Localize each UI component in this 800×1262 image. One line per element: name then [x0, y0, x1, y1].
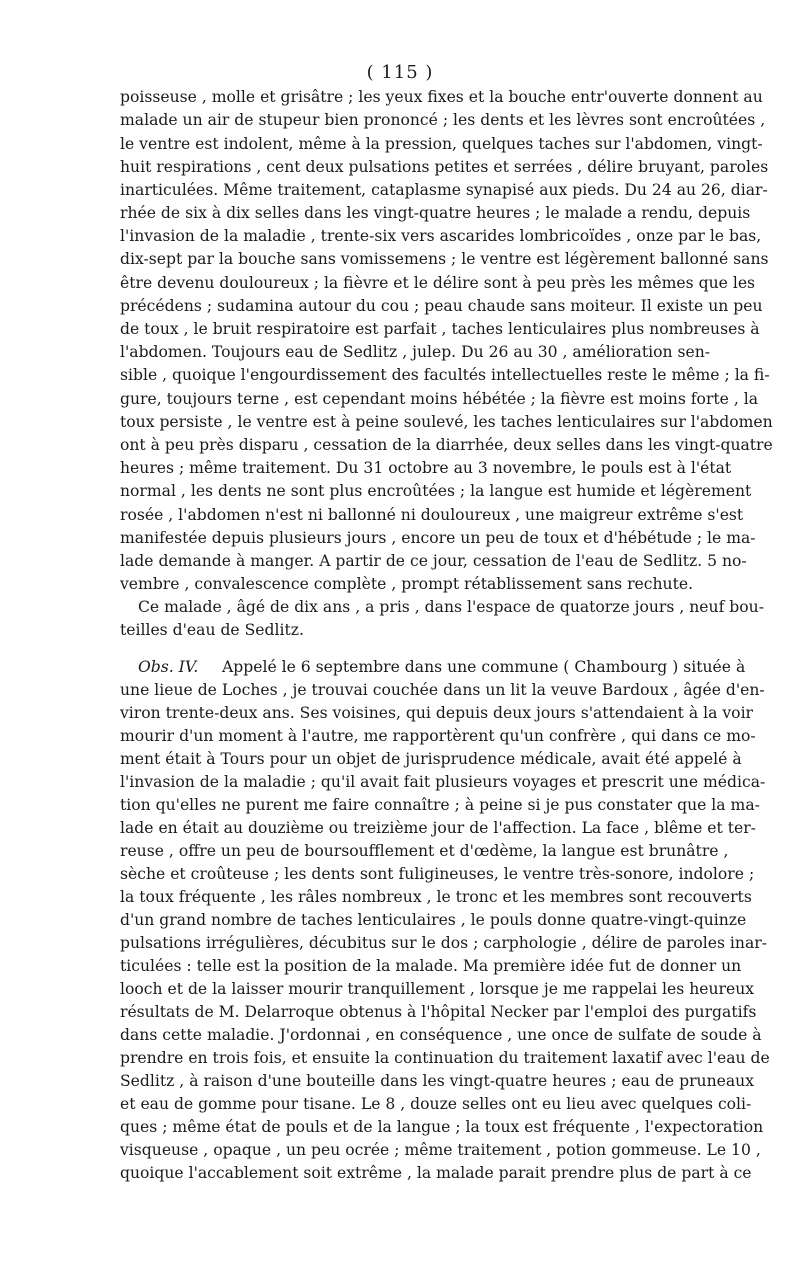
text-line: vembre , convalescence complète , prompt rétablissement sans rechute. — [120, 575, 694, 593]
text-line: ques ; même état de pouls et de la langue ; la toux est fréquente , l'expectoration — [120, 1118, 764, 1136]
text-line: huit respirations , cent deux pulsations petites et serrées , délire bruyant, paroles — [120, 158, 769, 176]
text-line: teilles d'eau de Sedlitz. — [120, 621, 304, 639]
text-line: dix-sept par la bouche sans vomissemens ; le ventre est légèrement ballonné sans — [120, 250, 769, 268]
text-line: l'invasion de la maladie ; qu'il avait fait plusieurs voyages et prescrit une médica- — [120, 773, 766, 791]
page-number: ( 115 ) — [366, 62, 434, 83]
text-line: visqueuse , opaque , un peu ocrée ; même traitement , potion gommeuse. Le 10 , — [120, 1141, 761, 1159]
text-line: et eau de gomme pour tisane. Le 8 , douze selles ont eu lieu avec quelques coli- — [120, 1095, 752, 1113]
text-line: heures ; même traitement. Du 31 octobre au 3 novembre, le pouls est à l'état — [120, 459, 732, 477]
text-line: la toux fréquente , les râles nombreux , le tronc et les membres sont recouverts — [120, 888, 752, 906]
text-line: une lieue de Loches , je trouvai couchée dans un lit la veuve Bardoux , âgée d'en- — [120, 681, 765, 699]
observation-label: Obs. IV. — [138, 658, 199, 676]
text-line: ticulées : telle est la position de la malade. Ma première idée fut de donner un — [120, 957, 742, 975]
text-line: gure, toujours terne , est cependant moins hébétée ; la fièvre est moins forte , la — [120, 390, 759, 408]
text-line: être devenu douloureux ; la fièvre et le délire sont à peu près les mêmes que les — [120, 274, 756, 292]
text-line: d'un grand nombre de taches lenticulaires , le pouls donne quatre-vingt-quinze — [120, 911, 747, 929]
text-line: l'invasion de la maladie , trente-six vers ascarides lombricoïdes , onze par le bas, — [120, 227, 762, 245]
text-line: lade demande à manger. A partir de ce jour, cessation de l'eau de Sedlitz. 5 no- — [120, 552, 747, 570]
text-line: sèche et croûteuse ; les dents sont fuligineuses, le ventre très-sonore, indolore ; — [120, 865, 755, 883]
text-line: l'abdomen. Toujours eau de Sedlitz , julep. Du 26 au 30 , amélioration sen- — [120, 343, 711, 361]
text-line: de toux , le bruit respiratoire est parfait , taches lenticulaires plus nombreuses à — [120, 320, 760, 338]
text-line: looch et de la laisser mourir tranquillement , lorsque je me rappelai les heureux — [120, 980, 755, 998]
text-line: ont à peu près disparu , cessation de la diarrhée, deux selles dans les vingt-quatre — [120, 436, 773, 454]
text-line: inarticulées. Même traitement, cataplasme synapisé aux pieds. Du 24 au 26, diar- — [120, 181, 768, 199]
text-line: rosée , l'abdomen n'est ni ballonné ni douloureux , une maigreur extrême s'est — [120, 506, 744, 524]
text-line: ment était à Tours pour un objet de jurisprudence médicale, avait été appelé à — [120, 750, 742, 768]
text-line: tion qu'elles ne purent me faire connaître ; à peine si je pus constater que la ma- — [120, 796, 760, 814]
text-line: Ce malade , âgé de dix ans , a pris , dans l'espace de quatorze jours , neuf bou- — [138, 598, 764, 616]
text-line: lade en était au douzième ou treizième jour de l'affection. La face , blême et ter- — [120, 819, 756, 837]
text-line: toux persiste , le ventre est à peine soulevé, les taches lenticulaires sur l'abdomen — [120, 413, 773, 431]
text-line: pulsations irrégulières, décubitus sur le dos ; carphologie , délire de paroles inar- — [120, 934, 767, 952]
text-line: normal , les dents ne sont plus encroûtées ; la langue est humide et légèrement — [120, 482, 752, 500]
text-line: manifestée depuis plusieurs jours , encore un peu de toux et d'hébétude ; le ma- — [120, 529, 756, 547]
text-line: Appelé le 6 septembre dans une commune ( Chambourg ) située à — [222, 658, 746, 676]
text-line: résultats de M. Delarroque obtenus à l'hôpital Necker par l'emploi des purgatifs — [120, 1003, 757, 1021]
text-line: quoique l'accablement soit extrême , la malade parait prendre plus de part à ce — [120, 1164, 752, 1182]
text-line: poisseuse , molle et grisâtre ; les yeux fixes et la bouche entr'ouverte donnent au — [120, 88, 763, 106]
text-line: prendre en trois fois, et ensuite la continuation du traitement laxatif avec l'eau de — [120, 1049, 770, 1067]
text-line: sible , quoique l'engourdissement des facultés intellectuelles reste le même ; la fi- — [120, 366, 770, 384]
text-line: le ventre est indolent, même à la pression, quelques taches sur l'abdomen, vingt- — [120, 135, 763, 153]
text-line: viron trente-deux ans. Ses voisines, qui depuis deux jours s'attendaient à la voir — [120, 704, 754, 722]
text-line: malade un air de stupeur bien prononcé ; les dents et les lèvres sont encroûtées , — [120, 111, 766, 129]
text-line: rhée de six à dix selles dans les vingt-quatre heures ; le malade a rendu, depuis — [120, 204, 751, 222]
text-line: Sedlitz , à raison d'une bouteille dans les vingt-quatre heures ; eau de pruneaux — [120, 1072, 754, 1090]
text-line: dans cette maladie. J'ordonnai , en conséquence , une once de sulfate de soude à — [120, 1026, 762, 1044]
text-line: reuse , offre un peu de boursoufflement et d'œdème, la langue est brunâtre , — [120, 842, 729, 860]
text-line: précédens ; sudamina autour du cou ; peau chaude sans moiteur. Il existe un peu — [120, 297, 763, 315]
text-line: mourir d'un moment à l'autre, me rapportèrent qu'un confrère , qui dans ce mo- — [120, 727, 756, 745]
